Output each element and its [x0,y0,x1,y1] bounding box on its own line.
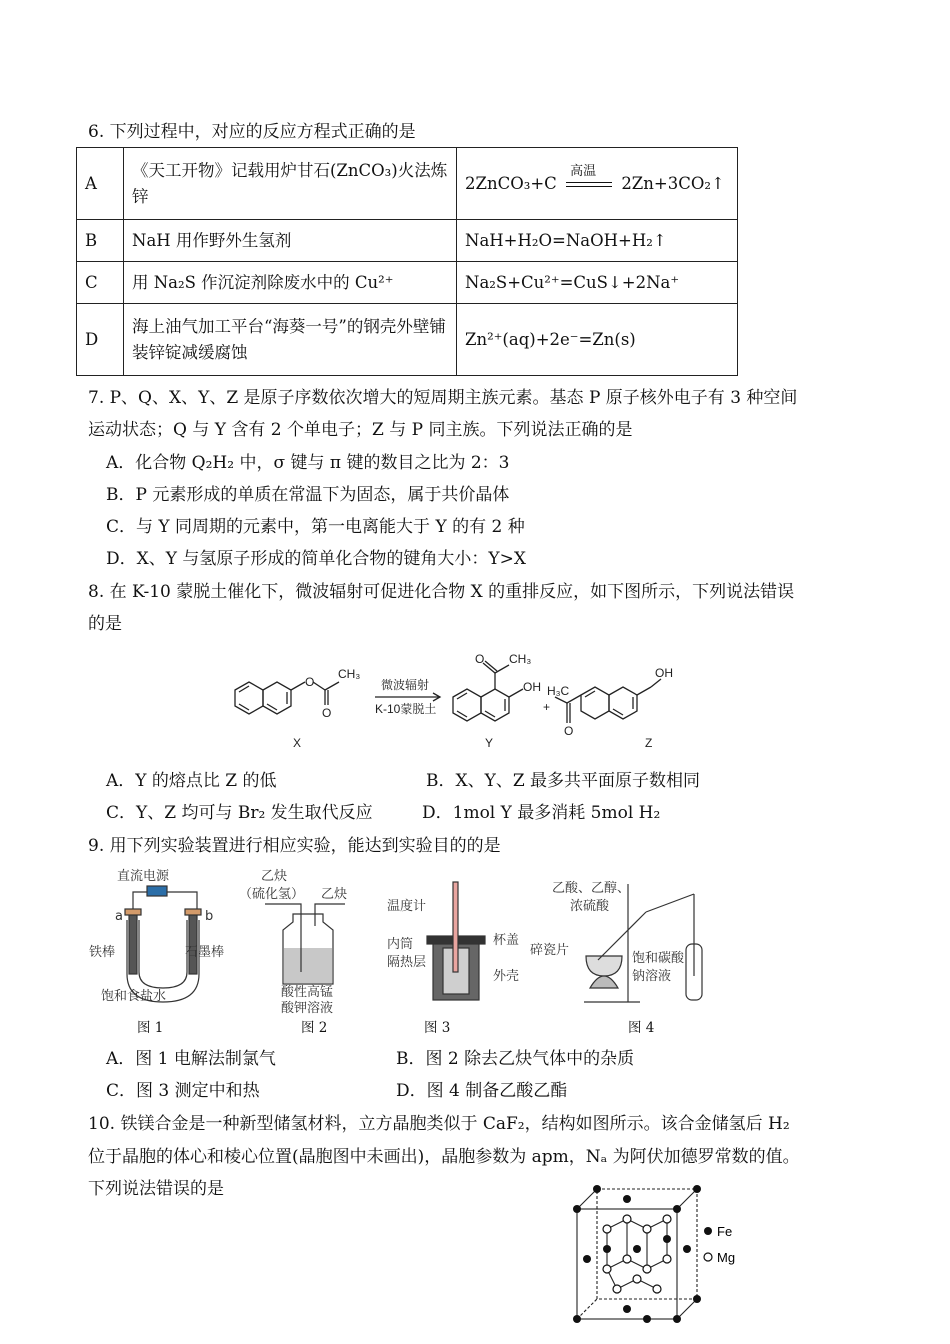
q6-row-b-key: B [77,220,124,262]
q6-table [76,147,738,376]
fig4-ester-apparatus [528,864,728,1014]
x-ch3: CH₃ [338,667,361,681]
fig3-shell-label: 外壳 [493,969,520,984]
q6-row-b-desc: NaH 用作野外生氢剂 [124,220,457,262]
fig3-calorimeter [385,864,535,1014]
q6-row-a-eq-right: 2Zn+3CO₂↑ [621,173,725,193]
q6-row-d-desc: 海上油气加工平台“海葵一号”的钢壳外壁铺装锌锭减缓腐蚀 [124,304,457,376]
q7-option-c: C．与 Y 同周期的元素中，第一电离能大于 Y 的有 2 种 [106,517,525,537]
fig3-lid-label: 杯盖 [493,933,520,948]
q6-row-c-eq: Na₂S+Cu²⁺=CuS↓+2Na⁺ [457,262,738,304]
fig2-in-label-1: 乙炔 [261,869,288,884]
fig1-caption: 图 1 [137,1020,164,1036]
plus-sign: + [543,700,551,714]
q6-row-a-eq [457,148,738,220]
fig2-gas-wash-bottle [235,864,375,1014]
fig1-right-label: 石墨棒 [185,945,225,960]
fig3-insul-label: 隔热层 [387,955,427,970]
q10-stem-3: 下列说法错误的是 [88,1179,224,1199]
label-x: X [293,736,302,750]
fig4-sol-label-2: 钠溶液 [632,969,672,984]
q9-option-b: B．图 2 除去乙炔气体中的杂质 [396,1049,635,1069]
fig4-chips-label: 碎瓷片 [530,943,570,958]
fig4-top-label-2: 浓硫酸 [570,899,610,914]
q7-stem-1: 7. P、Q、X、Y、Z 是原子序数依次增大的短周期主族元素。基态 P 原子核外电子有 3 种空间 [88,388,798,408]
fig2-in-label-2: （硫化氢） [239,887,305,902]
q9-option-c: C．图 3 测定中和热 [106,1081,260,1101]
legend-fe-marker [704,1227,712,1235]
y-oh: OH [523,680,541,694]
label-z: Z [645,736,653,750]
q6-row-a-eq-left: 2ZnCO₃+C [465,173,557,193]
q6-row-d-key: D [77,304,124,376]
arrow-bottom-label: K-10蒙脱土 [375,702,437,716]
fig4-caption: 图 4 [628,1020,655,1036]
fig1-b-label: b [205,909,214,924]
q9-option-a: A．图 1 电解法制氯气 [106,1049,276,1069]
q6-row-c-key: C [77,262,124,304]
q8-reaction-scheme [225,645,735,755]
q6-row-a-key: A [77,148,124,220]
q10-stem-2: 位于晶胞的体心和棱心位置(晶胞图中未画出)，晶胞参数为 apm，Nₐ 为阿伏加德罗常数的值。 [88,1147,800,1167]
q8-option-b: B．X、Y、Z 最多共平面原子数相同 [426,771,701,791]
fig4-top-label-1: 乙酸、乙醇、 [552,881,631,896]
equals-arrow [566,182,612,187]
fig2-caption: 图 2 [301,1020,328,1036]
y-ch3: CH₃ [509,652,532,666]
fig2-out-label: 乙炔 [321,887,348,902]
fig1-a-label: a [115,909,123,924]
q8-option-c: C．Y、Z 均可与 Br₂ 发生取代反应 [106,803,373,823]
fig4-sol-label-1: 饱和碳酸 [632,951,685,966]
q8-stem-1: 8. 在 K-10 蒙脱土催化下，微波辐射可促进化合物 X 的重排反应，如下图所示，下列说法错误 [88,582,795,602]
z-ring-1 [581,687,609,719]
x-ring-1 [235,682,263,714]
fig1-bottom-label: 饱和食盐水 [101,989,167,1004]
fig1-electrolysis [85,864,245,1014]
q6-stem: 6. 下列过程中，对应的反应方程式正确的是 [88,122,416,142]
q6-row-b-eq: NaH+H₂O=NaOH+H₂↑ [457,220,738,262]
arrow-top-label: 微波辐射 [381,678,430,692]
q9-option-d: D．图 4 制备乙酸乙酯 [396,1081,568,1101]
fig3-caption: 图 3 [424,1020,451,1036]
label-y: Y [485,736,494,750]
z-oh: OH [655,666,673,680]
x-o-ester: O [305,675,315,689]
q9-stem: 9. 用下列实验装置进行相应实验，能达到实验目的的是 [88,836,501,856]
q6-row-d-eq: Zn²⁺(aq)+2e⁻=Zn(s) [457,304,738,376]
q8-option-a: A．Y 的熔点比 Z 的低 [106,771,277,791]
q6-row-a-cond [566,164,612,195]
q6-row-a-desc: 《天工开物》记载用炉甘石(ZnCO₃)火法炼锌 [124,148,457,220]
fig3-thermo-label: 温度计 [387,899,427,914]
fig1-left-label: 铁棒 [89,945,116,960]
fig2-bottom-label-2: 酸钾溶液 [281,1001,334,1014]
fig2-bottom-label-1: 酸性高锰 [281,985,334,1000]
q10-crystal-cell [565,1185,755,1335]
q7-option-d: D．X、Y 与氢原子形成的简单化合物的键角大小：Y>X [106,549,526,569]
legend-mg-marker [704,1253,712,1261]
q8-option-d: D．1mol Y 最多消耗 5mol H₂ [422,803,661,823]
q7-option-b: B．P 元素形成的单质在常温下为固态，属于共价晶体 [106,485,510,505]
q7-option-a: A．化合物 Q₂H₂ 中，σ 键与 π 键的数目之比为 2：3 [106,453,510,473]
z-o: O [564,724,574,738]
q6-row-a-cond-text: 高温 [570,164,597,179]
y-o: O [475,652,485,666]
legend-fe-label: Fe [717,1224,733,1239]
q10-stem-1: 10. 铁镁合金是一种新型储氢材料，立方晶胞类似于 CaF₂，结构如图所示。该合金储氢后 H₂ [88,1114,790,1134]
fig1-power-label: 直流电源 [117,869,170,884]
x-o-carbonyl: O [322,706,332,720]
q8-stem-2: 的是 [88,614,122,634]
legend-mg-label: Mg [717,1250,736,1265]
y-ring-1 [453,689,481,721]
q7-stem-2: 运动状态；Q 与 Y 含有 2 个单电子；Z 与 P 同主族。下列说法正确的是 [88,420,633,440]
q6-row-c-desc: 用 Na₂S 作沉淀剂除废水中的 Cu²⁺ [124,262,457,304]
fig3-inner-label: 内筒 [387,937,414,952]
z-h3c: H₃C [547,684,570,698]
